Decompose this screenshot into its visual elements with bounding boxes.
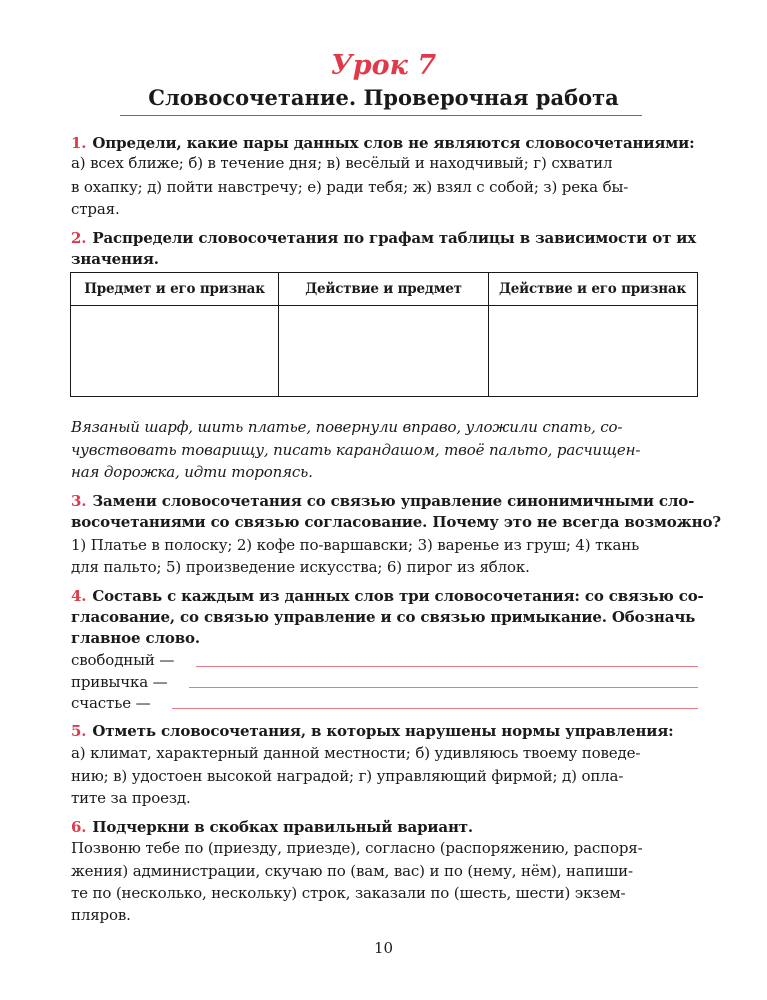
task4-number: 4. [71, 587, 87, 605]
task1-prompt-text: Определи, какие пары данных слов не являются словосочетаниями: [92, 134, 695, 152]
task5-line: а) климат, характерный данной местности; б) удивляюсь твоему поведе- [71, 744, 641, 762]
classification-table [70, 272, 698, 397]
page-number: 10 [373, 939, 394, 957]
task6-prompt-text: Подчеркни в скобках правильный вариант. [92, 818, 474, 836]
task1-line: в охапку; д) пойти навстречу; е) ради тебя; ж) взял с собой; з) река бы- [71, 178, 629, 196]
task1-number: 1. [71, 134, 87, 152]
answer-line[interactable] [172, 708, 698, 709]
task4-word: счастье — [71, 694, 151, 712]
task3-prompt-text: Замени словосочетания со связью управление синонимичными сло- [92, 492, 695, 510]
task6-line: жения) администрации, скучаю по (вам, вас) и по (нему, нём), напиши- [71, 862, 633, 880]
task2-number: 2. [71, 229, 87, 247]
task2-prompt [71, 228, 696, 248]
task6-line: те по (несколько, нескольку) строк, заказали по (шесть, шести) экзем- [71, 884, 626, 902]
task4-prompt-line: гласование, со связью управление и со связью примыкание. Обозначь [71, 608, 696, 626]
task5-prompt-text: Отметь словосочетания, в которых нарушены нормы управления: [92, 722, 674, 740]
task3-prompt-line: восочетаниями со связью согласование. Почему это не всегда возможно? [71, 513, 721, 531]
task3-prompt [71, 491, 694, 511]
task2-words-line: Вязаный шарф, шить платье, повернули вправо, уложили спать, со- [71, 418, 623, 436]
task5-prompt [71, 721, 674, 741]
task1-prompt [71, 133, 695, 153]
task2-prompt-text: Распредели словосочетания по графам таблицы в зависимости от их [92, 229, 697, 247]
answer-line[interactable] [189, 687, 698, 688]
task6-prompt [71, 817, 473, 837]
task5-line: нию; в) удостоен высокой наградой; г) управляющий фирмой; д) опла- [71, 767, 624, 785]
task2-words-line: ная дорожка, идти торопясь. [71, 463, 313, 481]
task5-number: 5. [71, 722, 87, 740]
task3-number: 3. [71, 492, 87, 510]
task2-prompt-line: значения. [71, 250, 159, 268]
page-title: Словосочетание. Проверочная работа [148, 85, 619, 110]
task5-line: тите за проезд. [71, 789, 191, 807]
task3-line: 1) Платье в полоску; 2) кофе по-варшавски; 3) варенье из груш; 4) ткань [71, 536, 640, 554]
task3-line: для пальто; 5) произведение искусства; 6) пирог из яблок. [71, 558, 530, 576]
table-answer-cell[interactable] [489, 306, 696, 396]
task4-prompt-text: Составь с каждым из данных слов три словосочетания: со связью со- [92, 587, 704, 605]
table-header-cell: Предмет и его признак [84, 281, 265, 297]
task6-line: Позвоню тебе по (приезду, приезде), согласно (распоряжению, распоря- [71, 839, 643, 857]
task1-line: страя. [71, 200, 120, 218]
task4-word: свободный — [71, 651, 175, 669]
task6-number: 6. [71, 818, 87, 836]
title-underline [120, 115, 642, 116]
lesson-number: Урок 7 [330, 50, 437, 81]
table-header-cell: Действие и его признак [498, 281, 687, 297]
task1-line: а) всех ближе; б) в течение дня; в) весёлый и находчивый; г) схватил [71, 154, 613, 172]
task4-prompt-line: главное слово. [71, 629, 200, 647]
task4-word: привычка — [71, 673, 168, 691]
task2-words-line: чувствовать товарищу, писать карандашом, твоё пальто, расчищен- [71, 441, 641, 459]
table-answer-cell[interactable] [71, 306, 278, 396]
table-answer-cell[interactable] [279, 306, 488, 396]
task4-prompt [71, 586, 704, 606]
table-header-cell: Действие и предмет [305, 281, 462, 297]
task6-line: пляров. [71, 906, 131, 924]
answer-line[interactable] [196, 666, 698, 667]
